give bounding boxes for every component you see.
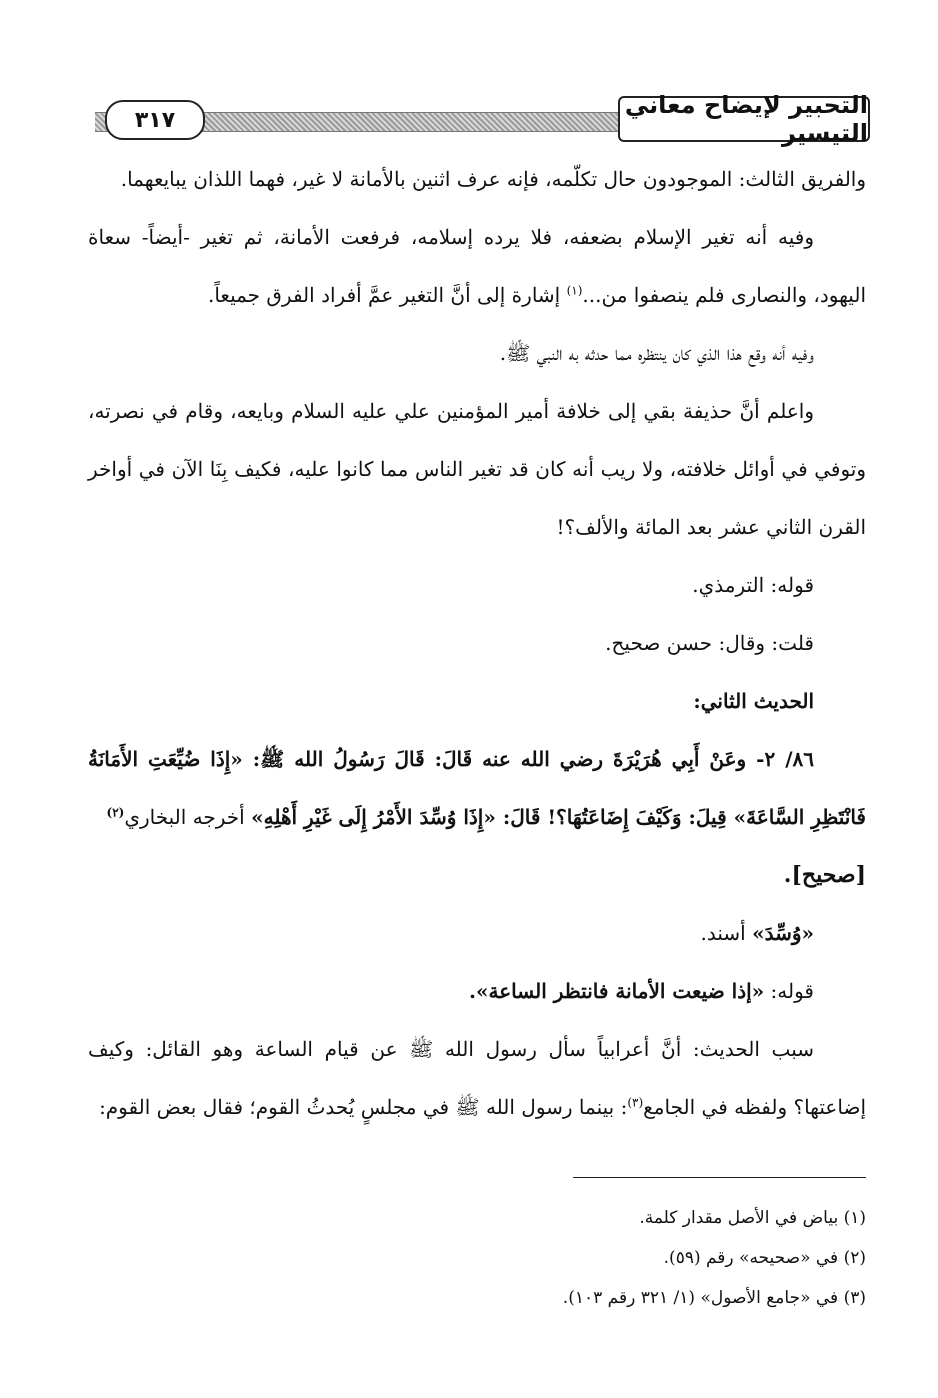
paragraph-text: سبب الحديث: أنَّ أعرابياً سأل رسول الله ﷺ عن قيام الساعة وهو القائل: وكيف إضاعتها؟ ولفظه في الجامع: [88, 1037, 866, 1119]
footnote-3: (٣) في «جامع الأصول» (١/ ٣٢١ رقم ١٠٣).: [562, 1288, 866, 1308]
section-heading: الحديث الثاني:: [693, 689, 814, 713]
paragraph-islam-change: [88, 208, 866, 324]
hadith-text: [88, 730, 866, 846]
quoted-hadith: «إذا ضيعت الأمانة فانتظر الساعة».: [469, 979, 765, 1003]
footnote-2: (٢) في «صحيحه» رقم (٥٩).: [663, 1248, 866, 1268]
paragraph-tirmidhi: قوله: الترمذي.: [692, 573, 814, 597]
paragraph-text: وفيه أنه تغير الإسلام بضعفه، فلا يرده إسلامه، فرفعت الأمانة، ثم تغير -أيضاً- سعاة اليهود، والنصارى فلم ينصفوا من...: [88, 225, 866, 307]
footnote-1: (١) بياض في الأصل مقدار كلمة.: [639, 1208, 866, 1228]
running-title: التحبير لإيضاح معاني التيسير: [624, 91, 868, 147]
footnote-ref-2: (٢): [106, 805, 125, 820]
hadith-intro: ٨٦/ ٢- وعَنْ أَبِي هُرَيْرَةَ رضي الله عنه قَالَ: قَالَ رَسُولُ الله ﷺ:: [242, 747, 814, 771]
glossed-word: «وُسِّدَ»: [752, 921, 814, 945]
hadith-quote-1: «إِذَا ضُيِّعَتِ الأَمَانَةُ فَانْتَظِرِ السَّاعَةَ»: [88, 747, 866, 829]
footnote-ref-1: (١): [566, 283, 583, 298]
gloss: أسند.: [700, 921, 753, 945]
hadith-grade: [صحيح].: [783, 862, 866, 888]
header-title-box: [618, 91, 870, 147]
hadith-quote-2: «إِذَا وُسِّدَ الأَمْرُ إِلَى غَيْرِ أَهْلِهِ»: [251, 805, 496, 829]
page-number: ٣١٧: [134, 107, 176, 133]
paragraph-text: إشارة إلى أنَّ التغير عمَّ أفراد الفرق جميعاً.: [207, 283, 567, 307]
paragraph-text: : بينما رسول الله ﷺ في مجلسٍ يُحدثُ القوم؛ فقال بعض القوم:: [99, 1095, 628, 1119]
footnotes: [88, 1198, 866, 1318]
paragraph-qawluhu: [88, 962, 866, 1020]
paragraph-third-group: والفريق الثالث: الموجودون حال تكلّمه، فإنه عرف اثنين بالأمانة لا غير، فهما اللذان يبايعهما.: [120, 167, 866, 191]
label: قوله:: [764, 979, 814, 1003]
paragraph-sabab: [88, 1020, 866, 1136]
page-number-box: [105, 100, 205, 140]
hadith-middle: قِيلَ: وَكَيْفَ إِضَاعَتُهَا؟! قَالَ:: [495, 805, 734, 829]
footnote-divider: [573, 1177, 866, 1178]
page-header: [95, 92, 870, 152]
hadith-source: أخرجه البخاري: [124, 805, 252, 829]
paragraph-hudhayfa: واعلم أنَّ حذيفة بقي إلى خلافة أمير المؤمنين علي عليه السلام وبايعه، وقام في نصرته، وتوفي في أوائل خلافته، ولا ريب أنه كان قد تغير الناس مما كانوا عليه، فكيف بِنَا الآن في أواخر القرن الثاني عشر بعد المائة والألف؟!: [88, 399, 866, 539]
paragraph-hasan-sahih: قلت: وقال: حسن صحيح.: [605, 631, 814, 655]
main-text: [88, 150, 866, 1136]
paragraph-wussida: [88, 904, 866, 962]
footnote-ref-3: (٣): [627, 1095, 644, 1110]
paragraph-prophecy: وفيه أنه وقع هذا الذي كان ينتظره مما حدثه به النبي ﷺ.: [499, 341, 814, 365]
